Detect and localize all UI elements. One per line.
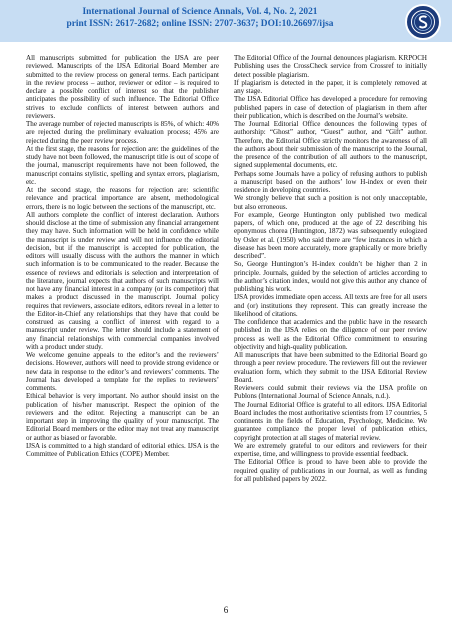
- body-paragraph: At the first stage, the reasons for rejection are: the guidelines of the study have not been followed, the manuscript title is out of scope of the journal, manuscript requirements have not been followed, the manuscript contains stylistic, spelling and syntax errors, plagiarism, etc.: [26, 144, 219, 186]
- body-paragraph: We strongly believe that such a position is not only unacceptable, but also erroneous.: [234, 194, 427, 211]
- journal-header-band: [0, 0, 452, 42]
- body-paragraph: So, George Huntington’s H-index couldn’t be higher than 2 in principle. Journals, guided by the selection of articles according to the author’s citation index, would not give this author any chance of publishing his work.: [234, 260, 427, 293]
- body-paragraph: Reviewers could submit their reviews via the IJSA profile on Publons (International Journal of Science Annals, n.d.).: [234, 384, 427, 401]
- body-paragraph: The Editorial Office of the Journal denounces plagiarism. KRPOCH Publishing uses the CrossCheck service from Crossref to initially detect possible plagiarism.: [234, 54, 427, 79]
- journal-issn-doi-line: print ISSN: 2617-2682; online ISSN: 2707-3637; DOI:10.26697/ijsa: [66, 19, 334, 29]
- body-paragraph: IJSA is committed to a high standard of editorial ethics. IJSA is the Committee of Publication Ethics (COPE) Member.: [26, 441, 219, 458]
- page-number: 6: [223, 605, 229, 615]
- body-paragraph: The Journal Editorial Office is grateful to all editors. IJSA Editorial Board includes the most authoritative scientists from 17 countries, 5 continents in the fields of Education, Psychology, Medicine. We guarantee compliance the proper level of publication ethics, copyright protection at all stages of material review.: [234, 400, 427, 442]
- body-paragraph: We are extremely grateful to our editors and reviewers for their expertise, time, and willingness to provide essential feedback.: [234, 441, 427, 458]
- journal-title-line: International Journal of Science Annals, Vol. 4, No. 2, 2021: [82, 7, 318, 17]
- body-paragraph: At the second stage, the reasons for rejection are: scientific relevance and practical importance are absent, methodological errors, there is no logic between the sections of the manuscript, etc.: [26, 186, 219, 211]
- body-paragraph: Ethical behavior is very important. No author should insist on the publication of his/her manuscript. Respect the opinion of the reviewers and the editor. Rejecting a manuscript can be an important step in improving the quality of your manuscript. The Editorial Board members or the editor may not treat any manuscript or author as biased or favorable.: [26, 392, 219, 442]
- body-paragraph: For example, George Huntington only published two medical papers, of which one, produced at the age of 22 describing his eponymous chorea (Huntington, 1872) was subsequently eulogized by Osler et al. (1950) who said there are “few instances in which a disease has been more accurately, more graphically or more briefly described”.: [234, 210, 427, 260]
- body-paragraph: If plagiarism is detected in the paper, it is completely removed at any stage.: [234, 78, 427, 95]
- body-paragraph: The confidence that academics and the public have in the research published in the IJSA relies on the diligence of our peer review process as well as the Editorial Office commitment to ensuring objectivity and high-quality publication.: [234, 318, 427, 351]
- journal-seal-logo: [405, 4, 441, 40]
- left-text-column: [26, 54, 219, 458]
- body-paragraph: We welcome genuine appeals to the editor’s and the reviewers’ decisions. However, authors will need to provide strong evidence or new data in response to the editor’s and reviewers’ comments. The Journal has developed a template for the replies to reviewers’ comments.: [26, 351, 219, 392]
- right-text-column: [234, 54, 427, 483]
- body-paragraph: The IJSA Editorial Office has developed a procedure for removing published papers in case of detection of plagiarism in them after their publication, which is described on the Journal’s website.: [234, 95, 427, 120]
- body-paragraph: The Editorial Office is proud to have been able to provide the required quality of publications in our Journal, as well as funding for all published papers by 2022.: [234, 458, 427, 483]
- body-paragraph: IJSA provides immediate open access. All texts are free for all users and (or) institutions they represent. This can greatly increase the likelihood of citations.: [234, 293, 427, 318]
- body-paragraph: All manuscripts submitted for publication the IJSA are peer reviewed. Manuscripts of the IJSA Editorial Board Member are submitted to the review process on general terms. Each participant in the review process – author, reviewer or editor – is required to declare a possible conflict of interest so that the publisher anticipates the possibility of such influence. The Editorial Office strives to exclude conflicts of interest between authors and reviewers.: [26, 54, 219, 120]
- body-paragraph: All authors complete the conflict of interest declaration. Authors should disclose at the time of submission any financial arrangement they may have. Such information will be held in confidence while the manuscript is under review and will not influence the editorial decision, but if the manuscript is accepted for publication, the editors will usually discuss with the authors the manner in which such information is to be communicated to the reader. Because the essence of reviews and editorials is selection and interpretation of the literature, journal expects that authors of such manuscripts will not have any financial interest in a company (or its competitor) that makes a product discussed in the manuscript. Journal policy requires that reviewers, associate editors, editors reveal in a letter to the Editor-in-Chief any relationships that they have that could be construed as causing a conflict of interest with regard to a manuscript under review. The letter should include a statement of any financial relationships with commercial companies involved with a product under study.: [26, 210, 219, 351]
- body-paragraph: The Journal Editorial Office denounces the following types of authorship: “Ghost” author, “Guest” author, and “Gift” author. Therefore, the Editorial Office strictly monitors the awareness of all the authors about their submission of the manuscript to the Journal, the presence of the contribution of all authors to the manuscript, signed supplemental documents, etc.: [234, 120, 427, 170]
- seal-icon: [410, 9, 436, 35]
- body-paragraph: Perhaps some Journals have a policy of refusing authors to publish a manuscript based on the authors’ low H-index or even their residence in developing countries.: [234, 169, 427, 194]
- body-paragraph: All manuscripts that have been submitted to the Editorial Board go through a peer review procedure. The reviewers fill out the reviewer evaluation form, which they submit to the IJSA Editorial Review Board.: [234, 351, 427, 384]
- body-paragraph: The average number of rejected manuscripts is 85%, of which: 40% are rejected during the preliminary evaluation process; 45% are rejected during the peer review process.: [26, 120, 219, 145]
